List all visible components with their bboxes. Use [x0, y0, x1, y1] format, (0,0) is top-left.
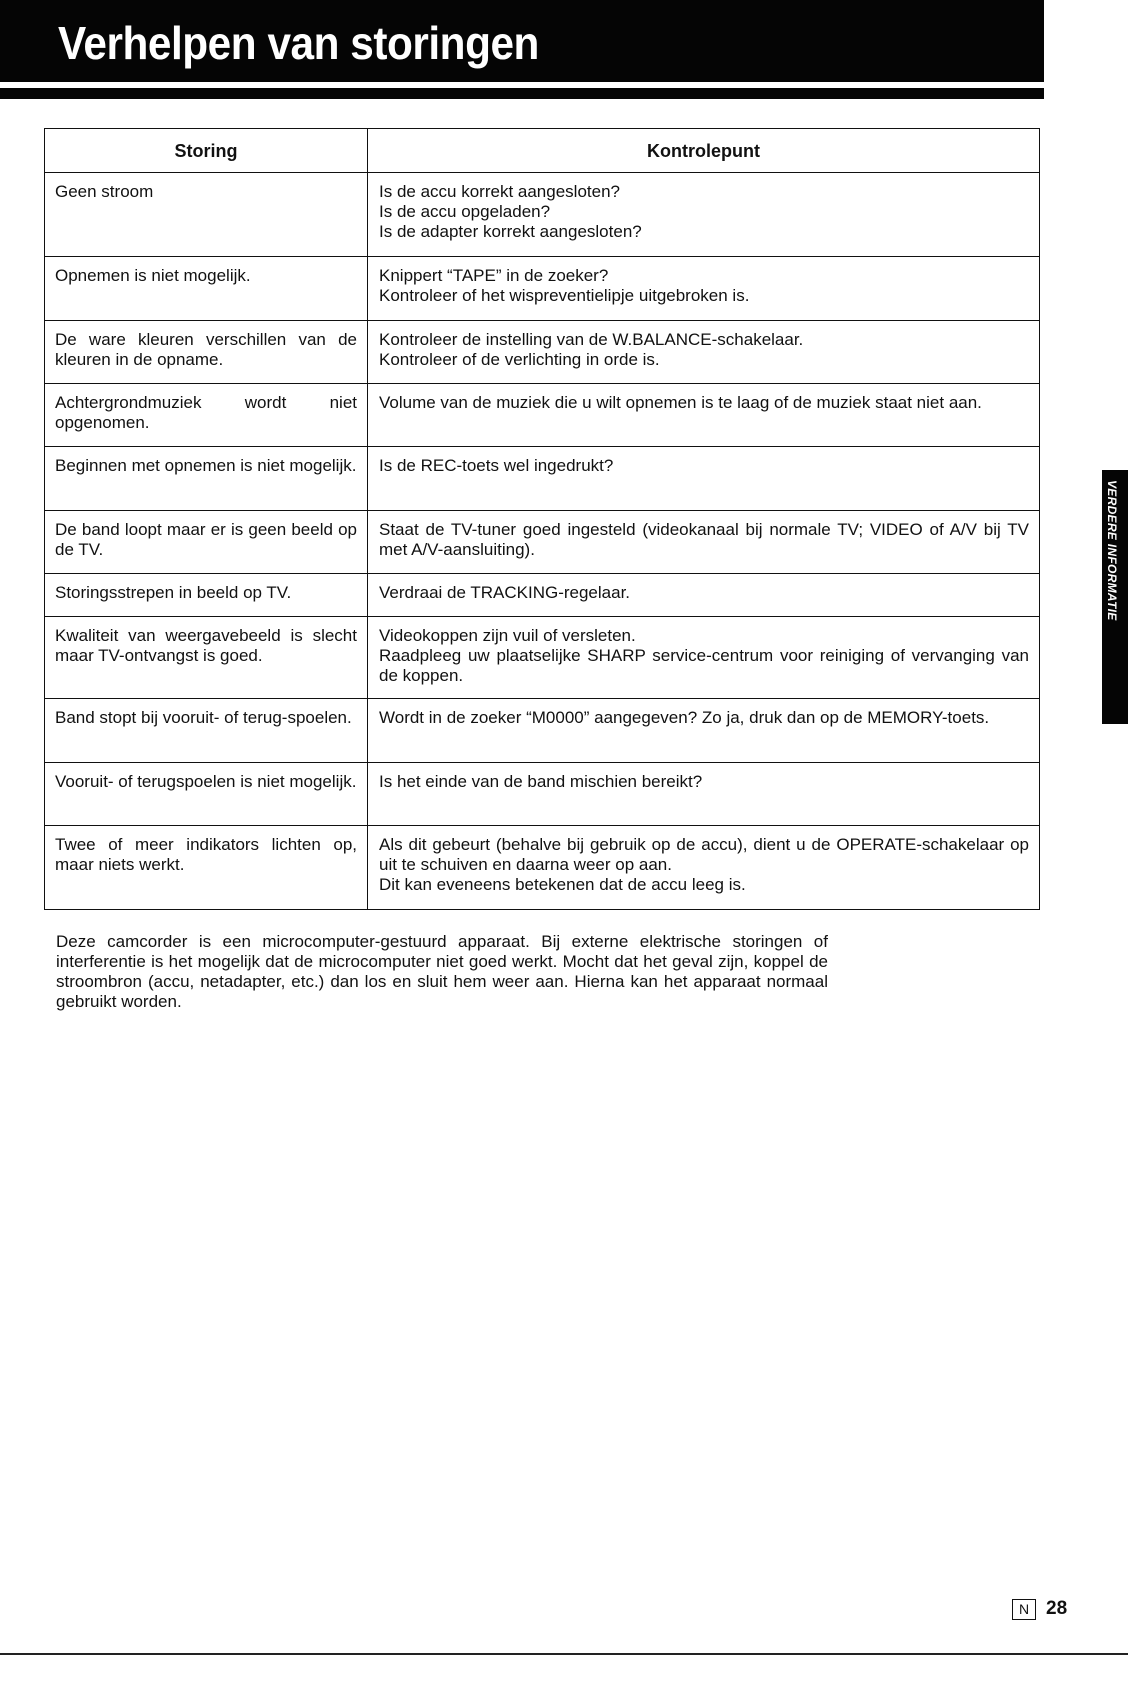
table-row [45, 699, 1040, 763]
storing-cell: Vooruit- of terugspoelen is niet mogelijk. [45, 763, 368, 826]
table-row [45, 617, 1040, 699]
storing-cell: De band loopt maar er is geen beeld op de TV. [45, 511, 368, 574]
storing-cell: Kwaliteit van weergavebeeld is slecht maar TV-ontvangst is goed. [45, 617, 368, 699]
table-row [45, 826, 1040, 910]
kontrolepunt-line: Is het einde van de band mischien bereikt? [379, 772, 703, 791]
kontrolepunt-line: Volume van de muziek die u wilt opnemen is te laag of de muziek staat niet aan. [379, 393, 982, 412]
kontrolepunt-line: Als dit gebeurt (behalve bij gebruik op de accu), dient u de OPERATE-schakelaar op uit te schuiven en daarna weer op aan. [379, 835, 1029, 874]
kontrolepunt-cell [368, 257, 1040, 321]
table-row [45, 574, 1040, 617]
kontrolepunt-line: Kontroleer of het wispreventielipje uitgebroken is. [379, 286, 750, 305]
kontrolepunt-line: Videokoppen zijn vuil of versleten. [379, 626, 636, 645]
kontrolepunt-line: Verdraai de TRACKING-regelaar. [379, 583, 631, 602]
section-side-tab [1102, 470, 1128, 724]
title-bar [0, 0, 1044, 82]
kontrolepunt-line: Is de accu opgeladen? [379, 202, 551, 221]
language-badge: N [1012, 1599, 1036, 1620]
storing-cell: Achtergrondmuziek wordt niet opgenomen. [45, 384, 368, 447]
troubleshooting-table [44, 128, 1040, 910]
title-divider [0, 88, 1044, 99]
kontrolepunt-line: Dit kan eveneens betekenen dat de accu leeg is. [379, 875, 746, 894]
storing-cell: Twee of meer indikators lichten op, maar niets werkt. [45, 826, 368, 910]
kontrolepunt-cell [368, 447, 1040, 511]
page-footer [1012, 1598, 1067, 1620]
column-header-storing: Storing [45, 129, 368, 173]
table-row [45, 511, 1040, 574]
kontrolepunt-line: Raadpleeg uw plaatselijke SHARP service-centrum voor reiniging of vervanging van de koppen. [379, 646, 1029, 685]
bottom-divider [0, 1653, 1128, 1655]
kontrolepunt-cell [368, 826, 1040, 910]
storing-cell: Opnemen is niet mogelijk. [45, 257, 368, 321]
page-title: Verhelpen van storingen [58, 17, 539, 69]
kontrolepunt-cell [368, 574, 1040, 617]
column-header-kontrolepunt: Kontrolepunt [368, 129, 1040, 173]
storing-cell: Geen stroom [45, 173, 368, 257]
page-number: 28 [1046, 1598, 1068, 1619]
table-row [45, 257, 1040, 321]
table-row [45, 384, 1040, 447]
kontrolepunt-cell [368, 321, 1040, 384]
kontrolepunt-line: Is de adapter korrekt aangesloten? [379, 222, 642, 241]
table-header-row [45, 129, 1040, 173]
table-body [45, 173, 1040, 910]
table-row [45, 763, 1040, 826]
kontrolepunt-line: Knippert “TAPE” in de zoeker? [379, 266, 609, 285]
storing-cell: Beginnen met opnemen is niet mogelijk. [45, 447, 368, 511]
kontrolepunt-line: Staat de TV-tuner goed ingesteld (videokanaal bij normale TV; VIDEO of A/V bij TV met A/V-aansluiting). [379, 520, 1029, 559]
table-row [45, 447, 1040, 511]
storing-cell: Storingsstrepen in beeld op TV. [45, 574, 368, 617]
kontrolepunt-line: Wordt in de zoeker “M0000” aangegeven? Zo ja, druk dan op de MEMORY-toets. [379, 708, 990, 727]
kontrolepunt-line: Kontroleer de instelling van de W.BALANCE-schakelaar. [379, 330, 804, 349]
microcomputer-note: Deze camcorder is een microcomputer-gestuurd apparaat. Bij externe elektrische storingen of interferentie is het mogelijk dat de microcomputer niet goed werkt. Mocht dat het geval zijn, koppel de stroombron (accu, netadapter, etc.) dan los en sluit hem weer aan. Hierna kan het apparaat normaal gebruikt worden. [56, 932, 828, 1011]
kontrolepunt-cell [368, 384, 1040, 447]
kontrolepunt-line: Is de accu korrekt aangesloten? [379, 182, 620, 201]
kontrolepunt-cell [368, 763, 1040, 826]
side-tab-label: VERDERE INFORMATIE [1105, 480, 1119, 621]
kontrolepunt-cell [368, 511, 1040, 574]
kontrolepunt-line: Is de REC-toets wel ingedrukt? [379, 456, 614, 475]
kontrolepunt-cell [368, 173, 1040, 257]
kontrolepunt-line: Kontroleer of de verlichting in orde is. [379, 350, 660, 369]
storing-cell: De ware kleuren verschillen van de kleuren in de opname. [45, 321, 368, 384]
kontrolepunt-cell [368, 699, 1040, 763]
kontrolepunt-cell [368, 617, 1040, 699]
storing-cell: Band stopt bij vooruit- of terug-spoelen. [45, 699, 368, 763]
table-row [45, 173, 1040, 257]
table-row [45, 321, 1040, 384]
